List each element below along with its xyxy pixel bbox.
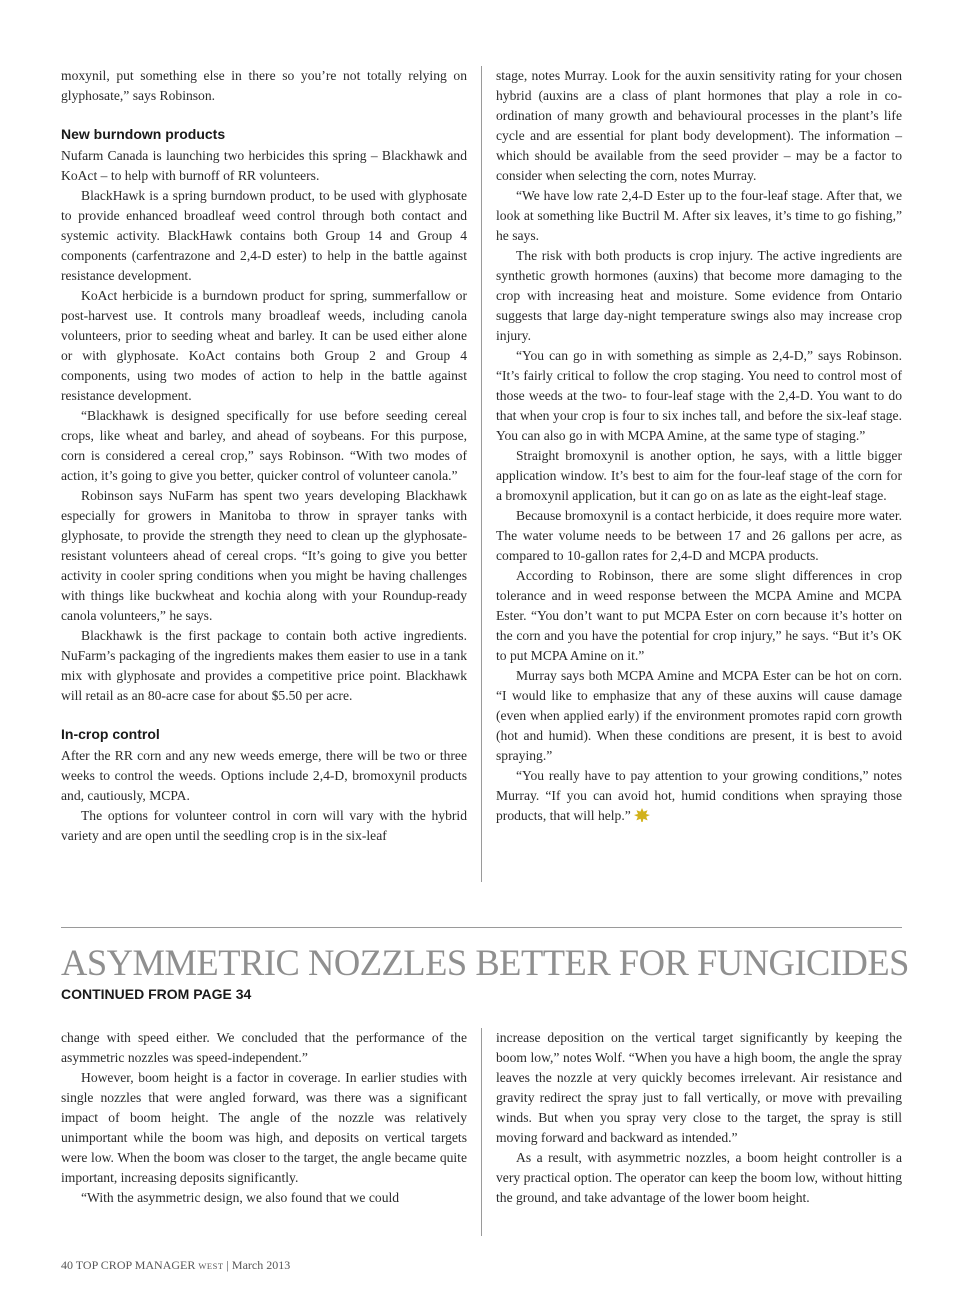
paragraph: Nufarm Canada is launching two herbicides this spring – Blackhawk and KoAct – to help with burnoff of RR volunteers. — [61, 148, 467, 183]
paragraph: increase deposition on the vertical target significantly by keeping the boom low,” notes Wolf. “When you have a high boom, the angle the spray leaves the nozzle at very quickly becomes irrelevant. Air resistance and gravity redirect the spray just to fall vertically, or move with prevailing winds. But when you spray very close to the target, the spray is still moving forward and backward as intended.” — [496, 1030, 902, 1145]
paragraph: Robinson says NuFarm has spent two years developing Blackhawk especially for growers in Manitoba to throw in sprayer tanks with glyphosate, to provide the strength they need to clean up the glyphosate-resistant volunteers ahead of cereal crops. “It’s going to give you better activity in cooler spring conditions when you might be having challenges with things like buckwheat and kochia along with your Roundup-ready canola volunteers,” he says. — [61, 488, 467, 623]
paragraph: The options for volunteer control in corn will vary with the hybrid variety and are open until the seedling crop is in the six-leaf — [61, 808, 467, 843]
magazine-name: TOP CROP MANAGER — [75, 1258, 196, 1272]
final-text: “You really have to pay attention to your growing conditions,” notes Murray. “If you can avoid hot, humid conditions when spraying those products, that will help.” — [496, 768, 902, 823]
paragraph: change with speed either. We concluded that the performance of the asymmetric nozzles was speed-independent.” — [61, 1030, 467, 1065]
paragraph: Blackhawk is the first package to contain both active ingredients. NuFarm’s packaging of the ingredients makes them easier to use in a tank mix with glyphosate and provides a competitive price point. Blackhawk will retail as an 80-acre case for about $5.50 per acre. — [61, 628, 467, 703]
page-footer — [61, 1258, 290, 1273]
article1-column-left — [61, 66, 467, 846]
paragraph: KoAct herbicide is a burndown product for spring, summerfallow or post-harvest use. It controls many broadleaf weeds, including canola volunteers, prior to seeding wheat and barley. It can be used either alone or with glyphosate. KoAct contains both Group 2 and Group 4 components, using two modes of action to help in the battle against resistance development. — [61, 288, 467, 403]
paragraph: “With the asymmetric design, we also found that we could — [81, 1190, 400, 1205]
article2-column-left — [61, 1028, 467, 1208]
paragraph: “Blackhawk is designed specifically for use before seeding cereal crops, like wheat and barley, and ahead of soybeans. For this purpose, corn is considered a cereal crop,” says Robinson. “With two modes of action, it’s going to give you better, quicker control of volunteer canola.” — [61, 408, 467, 483]
section-heading-burndown: New burndown products — [61, 126, 226, 142]
paragraph: BlackHawk is a spring burndown product, to be used with glyphosate to provide enhanced broadleaf weed control through both contact and systemic activity. BlackHawk contains both Group 14 and Group 4 components (carfentrazone and 2,4-D ester) to help in the battle against resistance development. — [61, 188, 467, 283]
column-divider — [481, 1028, 482, 1236]
paragraph: After the RR corn and any new weeds emerge, there will be two or three weeks to control the weeds. Options include 2,4-D, bromoxynil products and, cautiously, MCPA. — [61, 748, 467, 803]
column-divider — [481, 66, 482, 882]
paragraph-final — [496, 766, 902, 826]
page-number: 40 — [61, 1258, 73, 1272]
article-separator — [61, 927, 902, 928]
leaf-icon — [634, 808, 650, 822]
paragraph: “You can go in with something as simple as 2,4-D,” says Robinson. “It’s fairly critical to follow the crop staging. You need to control most of those weeds at the two- to four-leaf stage with the 2,4-D. You want to do that when your crop is four to six inches tall, and before the six-leaf stage. You can also go in with MCPA Amine, at the same type of staging.” — [496, 348, 902, 443]
continued-label: CONTINUED FROM PAGE 34 — [61, 986, 252, 1002]
article1-column-right — [496, 66, 902, 826]
section-heading-in-crop: In-crop control — [61, 726, 160, 742]
paragraph: However, boom height is a factor in coverage. In earlier studies with single nozzles that were angled forward, was there was a significant impact of boom height. The angle of the nozzle was relatively unimportant while the boom was high, and deposits on vertical targets were low. When the boom was closer to the target, the angle became quite important, increasing deposits significantly. — [61, 1070, 467, 1185]
paragraph: moxynil, put something else in there so you’re not totally relying on glyphosate,” says Robinson. — [61, 68, 467, 103]
paragraph: “We have low rate 2,4-D Ester up to the four-leaf stage. After that, we look at something like Buctril M. After six leaves, it’s time to go fishing,” he says. — [496, 188, 902, 243]
paragraph: The risk with both products is crop injury. The active ingredients are synthetic growth hormones (auxins) that become more damaging to the crop with increasing heat and moisture. Some evidence from Ontario suggests that large day-night temperature swings also may increase crop injury. — [496, 248, 902, 343]
paragraph: Because bromoxynil is a contact herbicide, it does require more water. The water volume needs to be between 17 and 26 gallons per acre, as compared to 10-gallon rates for 2,4-D and MCPA products. — [496, 508, 902, 563]
footer-separator: | — [226, 1258, 229, 1272]
paragraph: As a result, with asymmetric nozzles, a boom height controller is a very practical option. The operator can keep the boom low, without hitting the ground, and take advantage of the lower boom height. — [496, 1150, 902, 1205]
article2-column-right — [496, 1028, 902, 1208]
paragraph: Straight bromoxynil is another option, he says, with a little bigger application window. It’s best to aim for the four-leaf stage of the corn for a bromoxynil application, but it can go on as late as the eight-leaf stage. — [496, 448, 902, 503]
edition-label: WEST — [198, 1261, 224, 1271]
paragraph: Murray says both MCPA Amine and MCPA Ester can be hot on corn. “I would like to emphasize that any of these auxins will cause damage (even when applied early) if the environment promotes rapid corn growth (hot and humid). When these conditions are present, it is best to avoid spraying.” — [496, 668, 902, 763]
issue-date: March 2013 — [231, 1258, 291, 1272]
paragraph: According to Robinson, there are some slight differences in crop tolerance and in weed response between the MCPA Amine and MCPA Ester. “You don’t want to put MCPA Ester on corn because it’s hotter on the corn and you have the potential for crop injury,” he says. “But it’s OK to put MCPA Amine on it.” — [496, 568, 902, 663]
article-title: ASYMMETRIC NOZZLES BETTER FOR FUNGICIDES — [61, 942, 909, 983]
paragraph: stage, notes Murray. Look for the auxin sensitivity rating for your chosen hybrid (auxins are a class of plant hormones that play a role in co-ordination of many growth and behavioural processes in the plant’s life cycle and are essential for plant body development). The information – which should be available from the seed provider – may be a factor to consider when selecting the corn, notes Murray. — [496, 68, 902, 183]
